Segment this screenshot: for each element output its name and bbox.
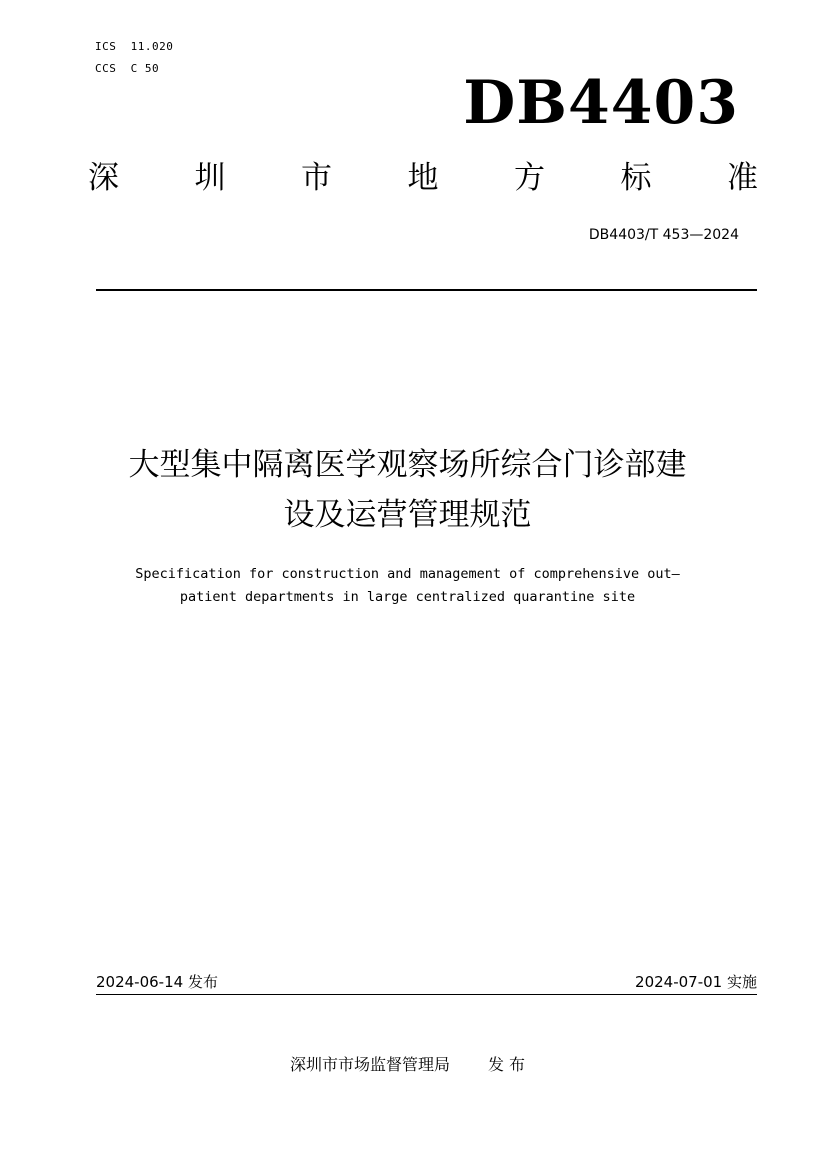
standard-type-char: 准 <box>727 160 758 196</box>
ics-code: ICS 11.020 <box>95 40 174 53</box>
title-english-line: Specification for construction and management of comprehensive out— <box>135 566 680 582</box>
issuer-name: 深圳市市场监督管理局 <box>289 1055 450 1074</box>
standard-type <box>88 156 758 200</box>
standard-type-char: 深 <box>88 160 119 196</box>
standard-type-char: 圳 <box>194 160 226 196</box>
issuer <box>0 1054 815 1076</box>
standard-type-char: 地 <box>407 160 439 196</box>
title-chinese <box>60 440 755 540</box>
issuer-action: 发 布 <box>487 1055 526 1074</box>
issue-date: 2024-06-14 发布 <box>96 973 218 991</box>
footer-divider <box>96 994 757 995</box>
ccs-code: CCS C 50 <box>95 62 160 75</box>
standard-number: DB4403/T 453—2024 <box>588 227 739 243</box>
standard-type-char: 方 <box>514 160 545 196</box>
title-chinese-line: 大型集中隔离医学观察场所综合门诊部建 <box>128 447 687 483</box>
standard-type-char: 市 <box>301 160 332 196</box>
implementation-date: 2024-07-01 实施 <box>635 973 757 991</box>
title-english <box>60 563 755 609</box>
standard-code: DB4403 <box>463 68 739 138</box>
standard-type-char: 标 <box>620 160 652 196</box>
title-chinese-line: 设及运营管理规范 <box>283 497 532 533</box>
title-english-line: patient departments in large centralized quarantine site <box>179 589 636 605</box>
header-divider <box>96 289 757 291</box>
